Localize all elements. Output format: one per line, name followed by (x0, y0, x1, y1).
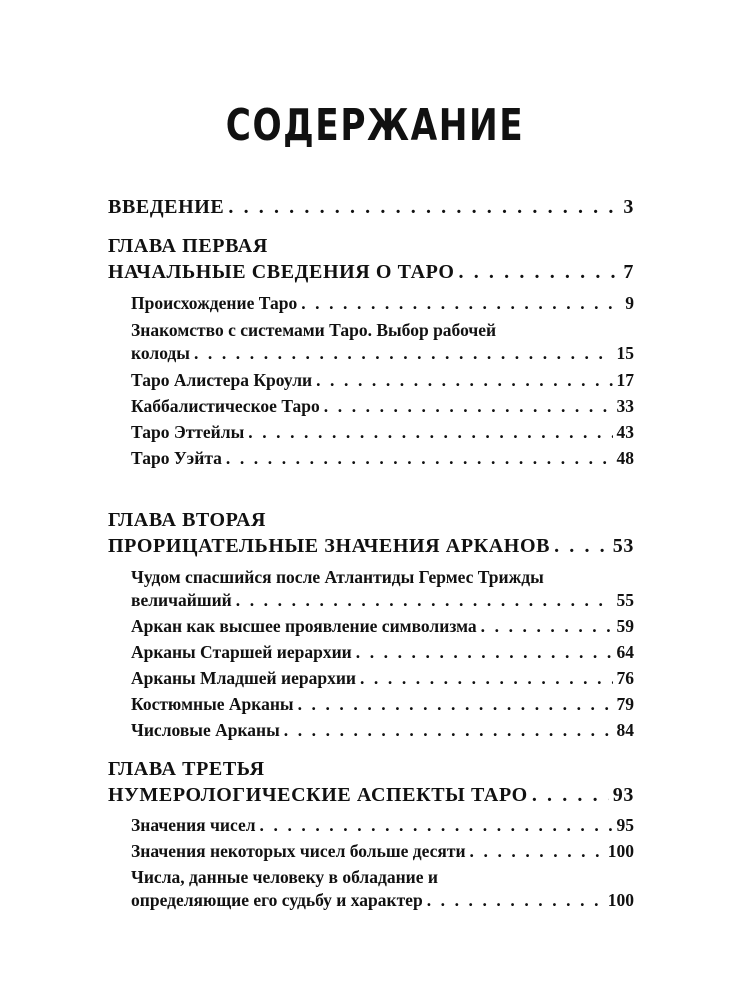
dot-leader (554, 535, 609, 558)
toc-page-number: 43 (616, 422, 634, 442)
toc-subentry[interactable]: Арканы Младшей иерархии . . . 76 (131, 668, 634, 689)
toc-page-number: 15 (616, 343, 634, 363)
toc-subentry[interactable]: Числа, данные человеку в обладание и (131, 867, 438, 887)
dot-leader (470, 841, 604, 862)
toc-entry-chapter-1[interactable] (108, 261, 634, 284)
toc-subentry[interactable]: Таро Эттейлы . . . 43 (131, 422, 634, 443)
dot-leader (226, 448, 613, 469)
toc-page-number: 59 (616, 616, 634, 636)
toc-entry-title: НУМЕРОЛОГИЧЕСКИЕ АСПЕКТЫ ТАРО (108, 784, 528, 806)
dot-leader (228, 196, 619, 219)
dot-leader (298, 694, 613, 715)
toc-entry-title: ВВЕДЕНИЕ (108, 196, 225, 218)
toc-subentry[interactable]: Аркан как высшее проявление символизма . . . 59 (131, 616, 634, 637)
toc-subentry-continued[interactable]: колоды . . . 15 (131, 343, 634, 364)
toc-page-number: 84 (616, 720, 634, 740)
toc-subentry[interactable]: Таро Уэйта . . . 48 (131, 448, 634, 469)
chapter-1-label: ГЛАВА ПЕРВАЯ (108, 235, 268, 257)
toc-entry-introduction[interactable] (108, 196, 634, 219)
toc-subentry[interactable]: Чудом спасшийся после Атлантиды Гермес Трижды (131, 567, 544, 587)
toc-page-number: 7 (623, 261, 634, 283)
dot-leader (356, 642, 613, 663)
toc-page-number: 48 (616, 448, 634, 468)
toc-subentry[interactable]: Знакомство с системами Таро. Выбор рабочей (131, 320, 497, 340)
chapter-2-label: ГЛАВА ВТОРАЯ (108, 509, 267, 531)
dot-leader (248, 422, 612, 443)
toc-page-number: 17 (616, 370, 634, 390)
toc-page-number: 100 (607, 890, 634, 910)
toc-subentry[interactable]: Происхождение Таро . . . 9 (131, 293, 634, 314)
toc-page-number: 9 (625, 293, 634, 313)
dot-leader (532, 784, 609, 807)
toc-entry-title: ПРОРИЦАТЕЛЬНЫЕ ЗНАЧЕНИЯ АРКАНОВ (108, 535, 551, 557)
dot-leader (316, 370, 612, 391)
dot-leader (284, 720, 613, 741)
dot-leader (301, 293, 621, 314)
dot-leader (236, 590, 613, 611)
toc-page-number: 64 (616, 642, 634, 662)
toc-page-number: 33 (616, 396, 634, 416)
toc-subentry[interactable]: Каббалистическое Таро . . . 33 (131, 396, 634, 417)
toc-subentry-continued[interactable]: определяющие его судьбу и характер . . . 100 (131, 890, 634, 911)
toc-entry-chapter-2[interactable] (108, 535, 634, 558)
toc-page-number: 3 (623, 196, 634, 218)
dot-leader (324, 396, 613, 417)
toc-subentry[interactable]: Значения чисел . . . 95 (131, 815, 634, 836)
dot-leader (360, 668, 613, 689)
toc-entry-chapter-3[interactable] (108, 784, 634, 807)
toc-page-number: 100 (607, 841, 634, 861)
dot-leader (260, 815, 613, 836)
toc-subentry-continued[interactable]: величайший . . . 55 (131, 590, 634, 611)
dot-leader (459, 261, 620, 284)
toc-subentry[interactable]: Числовые Арканы . . . 84 (131, 720, 634, 741)
toc-page-number: 95 (616, 815, 634, 835)
chapter-3-label: ГЛАВА ТРЕТЬЯ (108, 758, 265, 780)
page-title: СОДЕРЖАНИЕ (225, 100, 525, 151)
toc-subentry[interactable]: Таро Алистера Кроули . . . 17 (131, 370, 634, 391)
toc-page-number: 93 (612, 784, 634, 806)
toc-subentry[interactable]: Арканы Старшей иерархии . . . 64 (131, 642, 634, 663)
dot-leader (427, 890, 604, 911)
dot-leader (194, 343, 613, 364)
toc-page-number: 79 (616, 694, 634, 714)
toc-subentry[interactable]: Значения некоторых чисел больше десяти . . . 100 (131, 841, 634, 862)
toc-page-number: 53 (612, 535, 634, 557)
toc-subentry[interactable]: Костюмные Арканы . . . 79 (131, 694, 634, 715)
dot-leader (481, 616, 613, 637)
toc-page-number: 76 (616, 668, 634, 688)
toc-page-number: 55 (616, 590, 634, 610)
toc-entry-title: НАЧАЛЬНЫЕ СВЕДЕНИЯ О ТАРО (108, 261, 455, 283)
